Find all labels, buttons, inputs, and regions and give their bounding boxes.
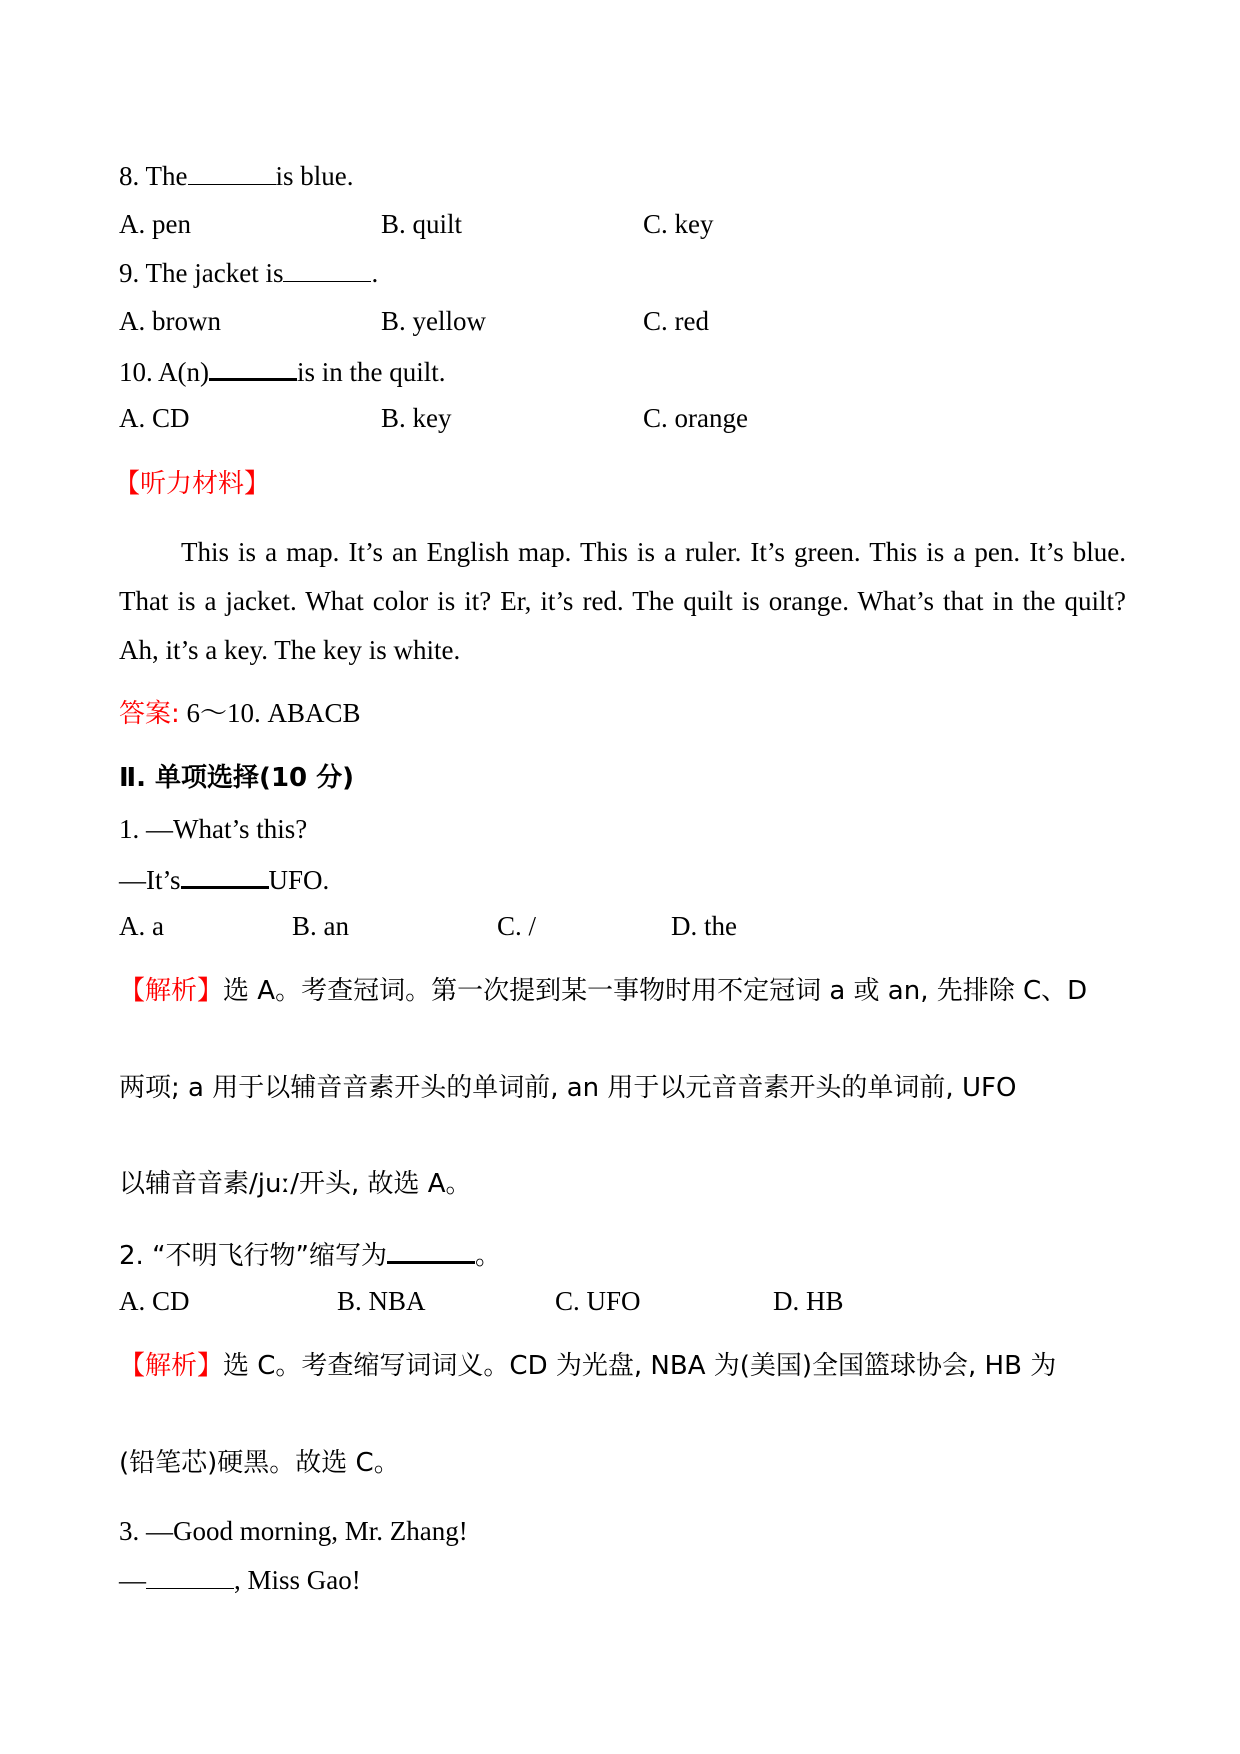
analysis-text: 选 A。考查冠词。第一次提到某一事物时用不定冠词 a 或 an, 先排除 C、D (223, 976, 1088, 1006)
section2-q1-line1: 1. —What’s this? (119, 814, 308, 844)
section2-q3-line1: 3. —Good morning, Mr. Zhang! (119, 1516, 468, 1546)
answer-blank (146, 1566, 234, 1589)
section2-q2-analysis-line1 (119, 1353, 1056, 1379)
section2-q2-analysis-line2: (铅笔芯)硬黑。故选 C。 (119, 1448, 400, 1478)
section2-q3-line2 (119, 1566, 361, 1594)
question-10-stem-pre: 10. A(n) (119, 357, 209, 387)
section2-q2-stem-pre: 2. “不明飞行物”缩写为 (119, 1241, 388, 1271)
section2-q3-line2-post: , Miss Gao! (234, 1565, 361, 1595)
section2-q1-line2 (119, 864, 329, 894)
question-8-stem-pre: 8. The (119, 161, 188, 191)
question-9-stem-pre: 9. The jacket is (119, 258, 284, 288)
question-9-stem-post: . (371, 258, 379, 288)
section2-q1-option-a: A. a (119, 911, 164, 941)
listening-material-heading: 【听力材料】 (114, 469, 271, 499)
question-10-stem-post: is in the quilt. (297, 357, 446, 387)
section2-q1-analysis-line2: 两项; a 用于以辅音音素开头的单词前, an 用于以元音音素开头的单词前, UFO (119, 1073, 1017, 1103)
question-10-option-a: A. CD (119, 403, 190, 433)
section2-q1-analysis-line1 (119, 978, 1087, 1004)
question-9-option-c: C. red (643, 306, 709, 336)
section2-q2-option-b: B. NBA (337, 1286, 426, 1316)
analysis-label: 【解析】 (119, 976, 224, 1006)
analysis-text: 选 C。考查缩写词词义。CD 为光盘, NBA 为(美国)全国篮球协会, HB 为 (223, 1351, 1057, 1381)
answer-blank (283, 259, 371, 282)
section-2-title: Ⅱ. 单项选择(10 分) (119, 763, 355, 793)
question-8-option-a: A. pen (119, 209, 191, 239)
section2-q1-option-b: B. an (292, 911, 349, 941)
question-9-option-a: A. brown (119, 306, 221, 336)
section2-q2-stem-post: 。 (475, 1241, 502, 1271)
question-9-stem (119, 259, 378, 287)
question-9-option-b: B. yellow (381, 306, 486, 336)
section2-q1-line2-pre: —It’s (119, 865, 181, 895)
question-8-option-c: C. key (643, 209, 714, 239)
question-8-option-b: B. quilt (381, 209, 463, 239)
question-8-stem-post: is blue. (275, 161, 354, 191)
answer-label: 答案: (119, 699, 180, 729)
answer-blank (209, 356, 297, 381)
question-10-stem (119, 356, 446, 386)
section2-q2-option-c: C. UFO (555, 1286, 641, 1316)
answer-line (119, 700, 361, 727)
section2-q2-option-a: A. CD (119, 1286, 190, 1316)
question-8-stem (119, 162, 354, 190)
answer-blank (188, 162, 276, 185)
question-10-option-c: C. orange (643, 403, 748, 433)
answer-blank (181, 864, 269, 889)
section2-q1-analysis-line3: 以辅音音素/juː/开头, 故选 A。 (119, 1169, 472, 1199)
answer-value: 6～10. ABACB (186, 698, 361, 728)
section2-q2-stem (119, 1239, 501, 1269)
section2-q1-line2-post: UFO. (268, 865, 330, 895)
analysis-label: 【解析】 (119, 1351, 224, 1381)
section2-q1-option-c: C. / (497, 911, 537, 941)
section2-q3-line2-pre: — (119, 1565, 146, 1595)
listening-material-text: This is a map. It’s an English map. This is a ruler. It’s green. This is a pen. It’s blue. That is a jacket. What color is it? Er, it’s red. The quilt is orange. What’s that in the quilt? Ah, it’s a key. The key is white. (119, 537, 1126, 665)
answer-blank (387, 1239, 475, 1264)
section2-q1-option-d: D. the (671, 911, 737, 941)
section2-q2-option-d: D. HB (773, 1286, 844, 1316)
question-10-option-b: B. key (381, 403, 452, 433)
